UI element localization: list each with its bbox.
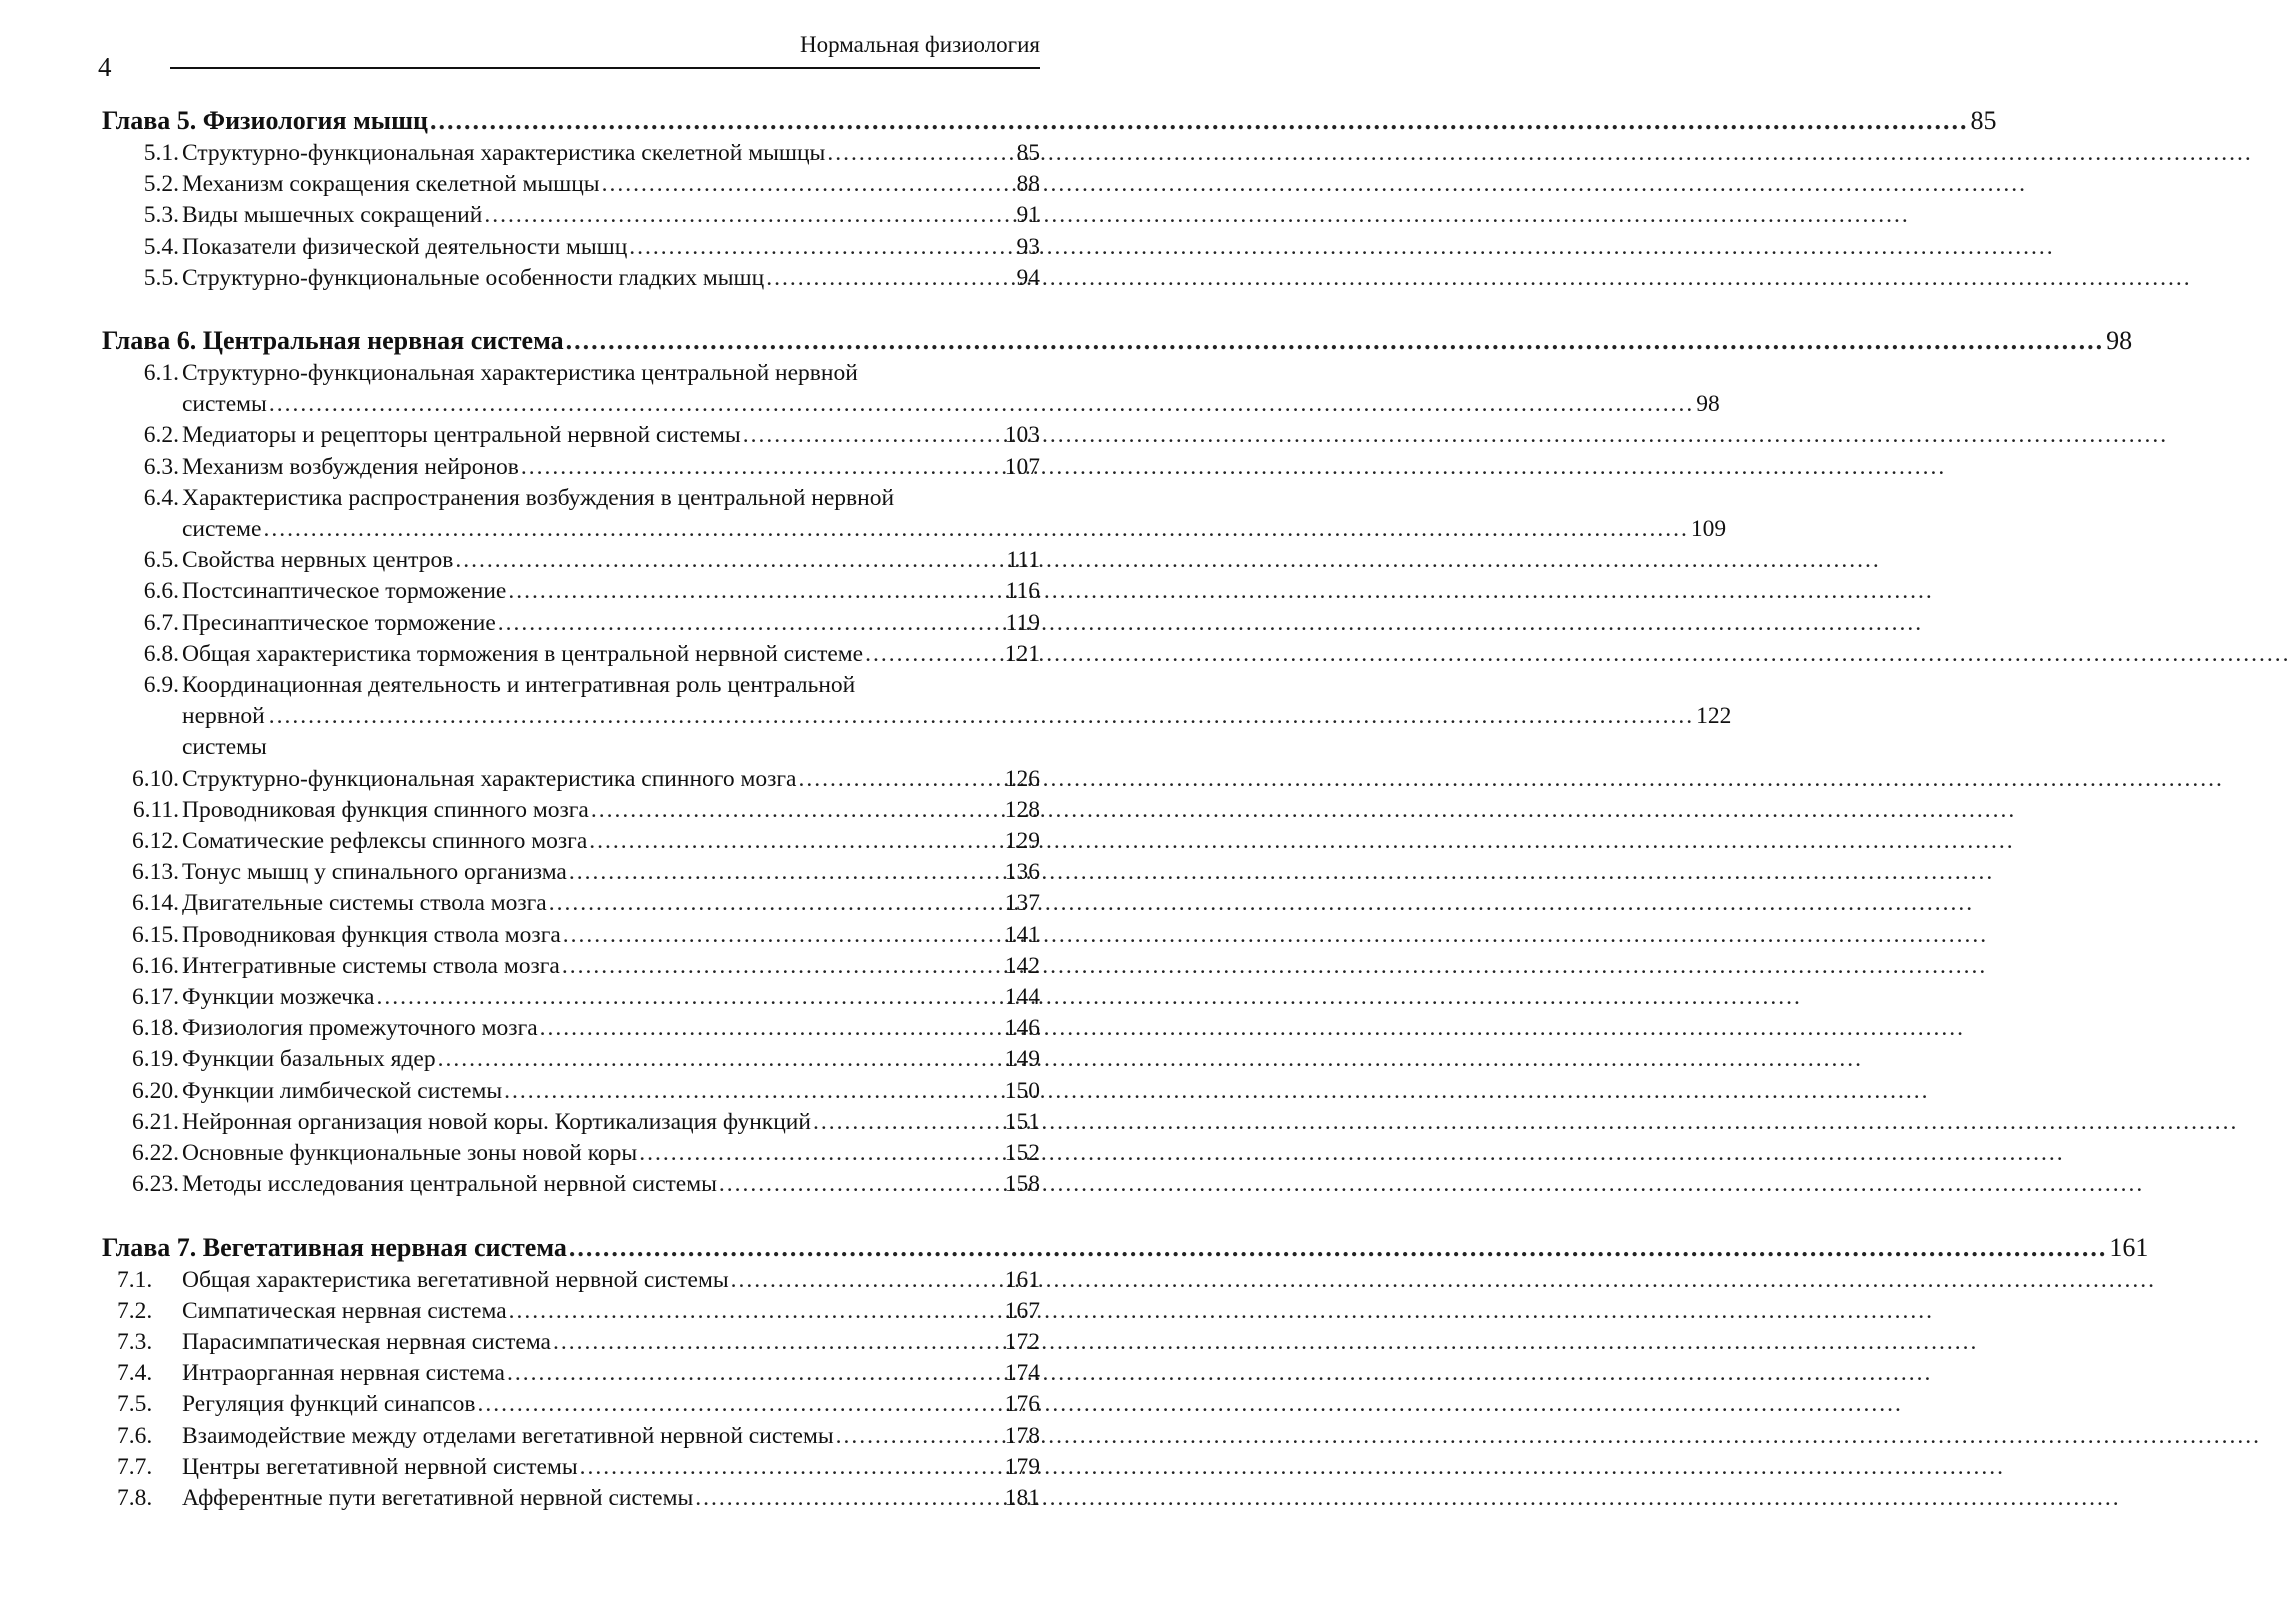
section-title-wrap xyxy=(182,608,1006,639)
toc-section-entry[interactable] xyxy=(102,826,1040,857)
section-title: Проводниковая функция ствола мозга xyxy=(182,921,561,948)
toc-section-entry[interactable] xyxy=(102,920,1040,951)
chapter-title-wrap xyxy=(102,1231,2109,1265)
section-page-number: 144 xyxy=(1004,984,1040,1011)
toc-section-entry[interactable] xyxy=(102,1076,1040,1107)
dot-leader xyxy=(504,1076,1929,1107)
toc-section-entry[interactable] xyxy=(102,608,1040,639)
dot-leader xyxy=(540,1013,1965,1044)
dot-leader xyxy=(827,138,2252,169)
section-number: 7.7. xyxy=(117,1453,153,1480)
toc-section-entry[interactable] xyxy=(102,795,1040,826)
section-title: Нейронная организация новой коры. Кортикализация функций xyxy=(182,1108,811,1135)
toc-section-entry[interactable] xyxy=(102,576,1040,607)
section-title-wrap xyxy=(182,1138,1005,1169)
dot-leader xyxy=(562,951,1987,982)
toc-section-entry[interactable] xyxy=(102,1013,1040,1044)
section-number: 6.21. xyxy=(132,1108,179,1135)
chapter-title: Глава 5. Физиология мышц xyxy=(102,106,429,135)
section-title: Функции мозжечка xyxy=(182,984,375,1011)
section-number: 7.8. xyxy=(117,1484,153,1511)
section-number: 6.23. xyxy=(132,1171,179,1198)
section-title-wrap xyxy=(182,920,1005,951)
section-page-number: 94 xyxy=(1016,264,1040,291)
toc-chapter-entry[interactable] xyxy=(102,1231,2149,1265)
toc-section-entry[interactable] xyxy=(102,138,1040,169)
section-page-number: 158 xyxy=(1004,1171,1040,1198)
section-title-line-2-wrap xyxy=(182,389,1720,420)
section-page-number: 151 xyxy=(1004,1108,1040,1135)
dot-leader xyxy=(509,1296,1934,1327)
section-number: 5.3. xyxy=(143,202,179,229)
toc-section-entry[interactable] xyxy=(102,263,1040,294)
toc-section-entry[interactable] xyxy=(102,1138,1040,1169)
toc-chapter-entry[interactable] xyxy=(102,104,1997,138)
dot-leader xyxy=(563,920,1988,951)
section-page-number: 111 xyxy=(1006,547,1040,574)
section-title: Общая характеристика вегетативной нервной системы xyxy=(182,1266,729,1293)
section-title: Парасимпатическая нервная система xyxy=(182,1328,551,1355)
section-title: Интегративные системы ствола мозга xyxy=(182,952,560,979)
toc-section-entry[interactable] xyxy=(102,1044,1040,1075)
section-title-line-2: нервной системы xyxy=(182,703,267,761)
toc-section-entry[interactable] xyxy=(102,764,1040,795)
section-title: Физиология промежуточного мозга xyxy=(182,1015,538,1042)
dot-leader xyxy=(498,608,1923,639)
dot-leader xyxy=(566,326,2105,355)
section-title-wrap xyxy=(182,483,1727,545)
dot-leader xyxy=(695,1483,2120,1514)
dot-leader xyxy=(507,1358,1932,1389)
section-number: 6.11. xyxy=(132,796,179,823)
section-number: 6.4. xyxy=(143,484,179,511)
section-number: 6.3. xyxy=(143,453,179,480)
section-title-wrap xyxy=(182,1296,1005,1327)
section-title-wrap xyxy=(182,1107,1005,1138)
toc-section-entry[interactable] xyxy=(102,982,1040,1013)
section-number: 6.16. xyxy=(132,952,179,979)
section-number: 6.15. xyxy=(132,921,179,948)
table-of-contents xyxy=(102,104,2149,1514)
dot-leader xyxy=(629,232,2054,263)
dot-leader xyxy=(269,701,1694,732)
section-title: Функции лимбической системы xyxy=(182,1077,503,1104)
chapter-title: Глава 6. Центральная нервная система xyxy=(102,326,564,356)
section-page-number: 98 xyxy=(1696,391,1720,418)
section-title-wrap xyxy=(182,982,1005,1013)
section-title: Структурно-функциональная характеристика скелетной мышцы xyxy=(182,140,826,166)
header-rule xyxy=(170,67,1040,69)
toc-section-entry[interactable] xyxy=(102,1452,1040,1483)
section-page-number: 167 xyxy=(1004,1297,1040,1324)
dot-leader xyxy=(602,169,2027,200)
dot-leader xyxy=(865,639,2290,670)
dot-leader xyxy=(766,263,2191,294)
section-number: 7.5. xyxy=(117,1391,153,1418)
toc-section-entry[interactable] xyxy=(102,1421,1040,1452)
section-title-wrap xyxy=(182,1076,1005,1107)
section-title-line-2-wrap xyxy=(182,701,1732,763)
section-title-line-2-wrap xyxy=(182,514,1727,545)
dot-leader xyxy=(743,420,2168,451)
section-title-wrap xyxy=(182,576,1006,607)
toc-section-entry[interactable] xyxy=(102,200,1040,231)
section-title-wrap xyxy=(182,1389,1005,1420)
section-title: Медиаторы и рецепторы центральной нервной системы xyxy=(182,422,741,449)
section-title: Методы исследования центральной нервной системы xyxy=(182,1171,717,1198)
dot-leader xyxy=(269,389,1694,420)
section-title-wrap xyxy=(182,1358,1005,1389)
toc-section-entry[interactable] xyxy=(102,1265,1040,1296)
toc-section-entry[interactable] xyxy=(102,951,1040,982)
section-page-number: 149 xyxy=(1004,1046,1040,1073)
section-number: 5.4. xyxy=(143,233,179,260)
section-title: Регуляция функций синапсов xyxy=(182,1391,476,1418)
dot-leader xyxy=(569,1233,2108,1262)
toc-section-entry[interactable] xyxy=(102,1296,1040,1327)
chapter-page-number: 98 xyxy=(2106,326,2133,356)
section-title: Механизм сокращения скелетной мышцы xyxy=(182,171,600,198)
toc-section-entry[interactable] xyxy=(102,1169,1040,1200)
section-page-number: 91 xyxy=(1016,202,1040,229)
toc-section-entry[interactable] xyxy=(102,1107,1040,1138)
section-page-number: 121 xyxy=(1004,640,1040,667)
section-title-line-1: Структурно-функциональная характеристика центральной нервной xyxy=(182,360,858,387)
dot-leader xyxy=(430,106,1969,135)
section-title: Центры вегетативной нервной системы xyxy=(182,1453,578,1480)
section-title-wrap xyxy=(182,545,1006,576)
dot-leader xyxy=(836,1421,2261,1452)
section-title-wrap xyxy=(182,639,1005,670)
chapter-title-wrap xyxy=(102,104,1971,138)
dot-leader xyxy=(591,795,2016,826)
section-title: Функции базальных ядер xyxy=(182,1046,436,1073)
section-page-number: 88 xyxy=(1016,171,1040,198)
section-page-number: 179 xyxy=(1004,1453,1040,1480)
section-title: Основные функциональные зоны новой коры xyxy=(182,1140,638,1167)
section-title: Свойства нервных центров xyxy=(182,547,454,574)
dot-leader xyxy=(376,982,1801,1013)
section-page-number: 176 xyxy=(1004,1391,1040,1418)
section-number: 6.6. xyxy=(143,578,179,605)
toc-section-entry[interactable] xyxy=(102,1327,1040,1358)
section-page-number: 174 xyxy=(1004,1360,1040,1387)
dot-leader xyxy=(477,1389,1902,1420)
section-page-number: 141 xyxy=(1004,921,1040,948)
section-page-number: 107 xyxy=(1004,453,1040,480)
section-number: 6.20. xyxy=(132,1077,179,1104)
section-title-wrap xyxy=(182,358,1720,420)
chapter-title: Глава 7. Вегетативная нервная система xyxy=(102,1232,567,1262)
section-title: Постсинаптическое торможение xyxy=(182,578,507,605)
section-title: Афферентные пути вегетативной нервной системы xyxy=(182,1484,694,1511)
chapter-page-number: 161 xyxy=(2109,1232,2149,1262)
section-number: 7.1. xyxy=(117,1266,153,1293)
section-title-wrap xyxy=(182,1421,1005,1452)
dot-leader xyxy=(549,888,1974,919)
toc-section-entry[interactable] xyxy=(102,545,1040,576)
section-title-wrap xyxy=(182,420,1005,451)
section-page-number: 109 xyxy=(1690,516,1727,543)
toc-section-entry[interactable] xyxy=(102,1389,1040,1420)
toc-section-entry[interactable] xyxy=(102,670,1732,764)
running-title: Нормальная физиология xyxy=(800,32,1040,57)
section-title-wrap xyxy=(182,1013,1005,1044)
section-title-wrap xyxy=(182,1327,1005,1358)
section-title-line-2: системе xyxy=(182,516,262,543)
section-title-wrap xyxy=(182,888,1005,919)
dot-leader xyxy=(569,857,1994,888)
section-number: 6.13. xyxy=(132,859,179,886)
section-title: Структурно-функциональная характеристика спинного мозга xyxy=(182,765,797,792)
section-title-line-1: Координационная деятельность и интегративная роль центральной xyxy=(182,672,856,699)
page-number: 4 xyxy=(98,52,112,82)
section-page-number: 161 xyxy=(1004,1266,1040,1293)
section-title-wrap xyxy=(182,670,1732,764)
section-page-number: 85 xyxy=(1016,140,1040,166)
section-number: 6.22. xyxy=(132,1140,179,1167)
dot-leader xyxy=(553,1327,1978,1358)
section-title: Взаимодействие между отделами вегетативной нервной системы xyxy=(182,1422,834,1449)
section-title-wrap xyxy=(182,1044,1005,1075)
dot-leader xyxy=(521,452,1946,483)
section-title-wrap xyxy=(182,138,1017,169)
section-title: Показатели физической деятельности мышц xyxy=(182,233,628,260)
section-title: Интраорганная нервная система xyxy=(182,1360,505,1387)
toc-section-entry[interactable] xyxy=(102,358,1720,420)
toc-section-entry[interactable] xyxy=(102,888,1040,919)
section-number: 6.10. xyxy=(132,765,179,792)
toc-section-entry[interactable] xyxy=(102,857,1040,888)
chapter-page-number: 85 xyxy=(1970,106,1997,135)
section-title: Тонус мышц у спинального организма xyxy=(182,859,567,886)
toc-section-entry[interactable] xyxy=(102,1483,1040,1514)
section-number: 6.19. xyxy=(132,1046,179,1073)
section-title-wrap xyxy=(182,263,1017,294)
section-title: Механизм возбуждения нейронов xyxy=(182,453,519,480)
section-number: 6.1. xyxy=(143,360,179,387)
dot-leader xyxy=(438,1044,1863,1075)
toc-section-entry[interactable] xyxy=(102,483,1727,545)
section-number: 7.6. xyxy=(117,1422,153,1449)
section-title-wrap xyxy=(182,1169,1005,1200)
section-number: 7.4. xyxy=(117,1360,153,1387)
section-title-wrap xyxy=(182,1265,1005,1296)
section-page-number: 116 xyxy=(1005,578,1040,605)
section-page-number: 150 xyxy=(1004,1077,1040,1104)
dot-leader xyxy=(508,576,1933,607)
toc-chapter-entry[interactable] xyxy=(102,324,2133,358)
dot-leader xyxy=(589,826,2014,857)
section-title-wrap xyxy=(182,764,1005,795)
section-number: 5.2. xyxy=(143,171,179,198)
section-number: 5.1. xyxy=(143,140,179,166)
section-page-number: 136 xyxy=(1004,859,1040,886)
section-title-wrap xyxy=(182,826,1005,857)
section-number: 7.3. xyxy=(117,1328,153,1355)
section-page-number: 142 xyxy=(1004,952,1040,979)
chapter-title-wrap xyxy=(102,324,2106,358)
section-number: 6.14. xyxy=(132,890,179,917)
section-title-wrap xyxy=(182,1483,1005,1514)
section-page-number: 93 xyxy=(1016,233,1040,260)
toc-section-entry[interactable] xyxy=(102,169,1040,200)
section-number: 6.5. xyxy=(143,547,179,574)
dot-leader xyxy=(639,1138,2064,1169)
section-page-number: 129 xyxy=(1004,828,1040,855)
section-number: 6.8. xyxy=(143,640,179,667)
section-title-wrap xyxy=(182,795,1005,826)
section-title-wrap xyxy=(182,951,1005,982)
section-title: Двигательные системы ствола мозга xyxy=(182,890,547,917)
section-title-wrap xyxy=(182,169,1017,200)
section-page-number: 119 xyxy=(1005,609,1040,636)
section-page-number: 152 xyxy=(1004,1140,1040,1167)
section-title: Симпатическая нервная система xyxy=(182,1297,507,1324)
section-number: 6.18. xyxy=(132,1015,179,1042)
section-title-wrap xyxy=(182,1452,1005,1483)
section-page-number: 103 xyxy=(1004,422,1040,449)
dot-leader xyxy=(484,200,1909,231)
section-number: 6.7. xyxy=(143,609,179,636)
section-number: 6.2. xyxy=(143,422,179,449)
section-title: Пресинаптическое торможение xyxy=(182,609,496,636)
section-page-number: 122 xyxy=(1696,703,1732,730)
section-page-number: 137 xyxy=(1004,890,1040,917)
dot-leader xyxy=(455,545,1880,576)
toc-section-entry[interactable] xyxy=(102,452,1040,483)
section-page-number: 146 xyxy=(1004,1015,1040,1042)
section-title-wrap xyxy=(182,232,1017,263)
section-page-number: 172 xyxy=(1004,1328,1040,1355)
section-title: Виды мышечных сокращений xyxy=(182,202,483,229)
section-number: 5.5. xyxy=(143,264,179,291)
section-page-number: 178 xyxy=(1004,1422,1040,1449)
dot-leader xyxy=(719,1169,2144,1200)
section-number: 7.2. xyxy=(117,1297,153,1324)
section-title: Общая характеристика торможения в центральной нервной системе xyxy=(182,640,864,667)
toc-section-entry[interactable] xyxy=(102,1358,1040,1389)
section-number: 6.9. xyxy=(143,672,179,699)
section-title: Структурно-функциональные особенности гладких мышц xyxy=(182,264,765,291)
dot-leader xyxy=(263,514,1688,545)
section-page-number: 126 xyxy=(1004,765,1040,792)
section-title: Проводниковая функция спинного мозга xyxy=(182,796,589,823)
section-number: 6.17. xyxy=(132,984,179,1011)
toc-section-entry[interactable] xyxy=(102,639,1040,670)
section-title-wrap xyxy=(182,200,1017,231)
section-page-number: 181 xyxy=(1004,1484,1040,1511)
section-page-number: 128 xyxy=(1004,796,1040,823)
section-title-wrap xyxy=(182,452,1005,483)
section-title-line-1: Характеристика распространения возбуждения в центральной нервной xyxy=(182,484,895,511)
toc-section-entry[interactable] xyxy=(102,232,1040,263)
dot-leader xyxy=(580,1452,2005,1483)
section-number: 6.12. xyxy=(132,828,179,855)
section-title: Соматические рефлексы спинного мозга xyxy=(182,828,588,855)
section-title-line-2: системы xyxy=(182,391,267,418)
toc-section-entry[interactable] xyxy=(102,420,1040,451)
dot-leader xyxy=(731,1265,2156,1296)
section-title-wrap xyxy=(182,857,1005,888)
